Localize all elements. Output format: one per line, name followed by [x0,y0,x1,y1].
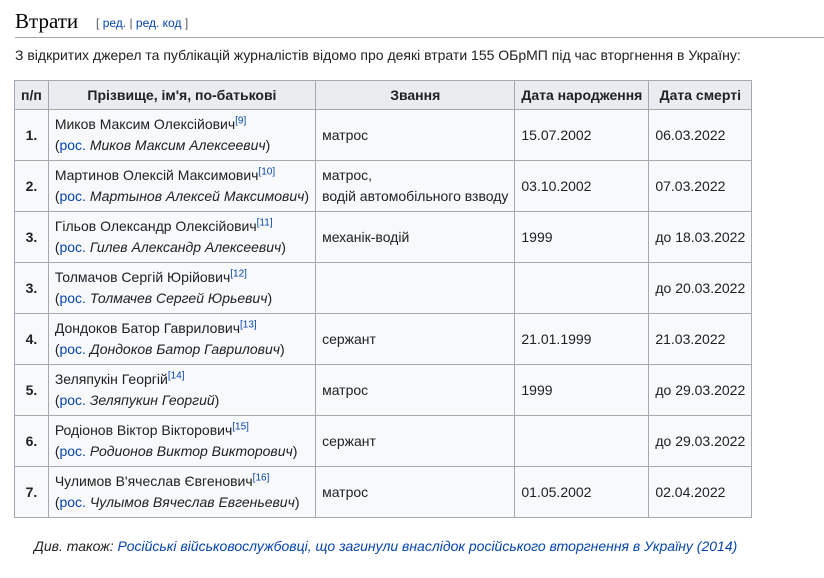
rus-language-link[interactable]: рос. [59,392,86,408]
russian-name: Миков Максим Алексеевич [89,137,266,153]
person-name: Толмачов Сергій Юрійович [54,269,231,285]
col-header-birth-date: Дата народження [515,81,649,110]
russian-name: Чулымов Вячеслав Евгеньевич [89,494,295,510]
rus-open-paren: ( [54,290,60,306]
reference-link[interactable]: [10] [258,166,276,178]
row-number: 2. [15,161,49,212]
person-name: Чулимов В'ячеслав Євгенович [54,473,253,489]
edit-bracket-open: [ [96,16,100,30]
reference-link[interactable]: [14] [167,370,185,382]
reference-link[interactable]: [15] [232,421,249,433]
birth-date-cell: 01.05.2002 [515,467,649,518]
death-date-cell: 02.04.2022 [649,467,752,518]
rank-text: матрос, [322,167,373,183]
edit-code-link[interactable]: ред. код [135,16,182,30]
rank-cell [316,416,515,467]
rank-text: матрос [322,126,369,143]
rank-text: сержант [322,330,376,347]
rus-close-paren: ) [294,494,300,510]
name-cell [48,365,315,416]
table-row [15,314,752,365]
rus-close-paren: ) [281,239,286,255]
rus-close-paren: ) [265,137,271,153]
reference-link[interactable]: [9] [235,115,247,127]
birth-date-cell [515,416,649,467]
rus-close-paren: ) [280,341,285,357]
death-date-cell: до 29.03.2022 [649,416,752,467]
rank-text-detail: водій автомобільного взводу [322,188,509,204]
section-heading [15,8,824,38]
birth-date-cell: 1999 [515,365,649,416]
death-date-cell: 06.03.2022 [649,110,752,161]
losses-table [14,80,752,518]
rus-language-link[interactable]: рос. [59,239,86,255]
reference-link[interactable]: [12] [230,268,247,280]
table-row [15,365,752,416]
rank-text: матрос [322,381,369,398]
reference-link[interactable]: [11] [256,217,273,229]
birth-date-cell: 15.07.2002 [515,110,649,161]
person-name: Дондоков Батор Гаврилович [54,320,240,336]
row-number: 5. [15,365,49,416]
edit-section-links [96,16,188,30]
rus-close-paren: ) [214,392,220,408]
rank-cell [316,467,515,518]
table-row [15,263,752,314]
table-row [15,212,752,263]
edit-separator: | [129,16,133,30]
rank-cell [316,161,515,212]
rus-open-paren: ( [54,188,60,204]
row-number: 1. [15,110,49,161]
birth-date-cell [515,263,649,314]
name-cell [48,467,315,518]
rus-language-link[interactable]: рос. [59,137,86,153]
row-number: 4. [15,314,49,365]
russian-name: Родионов Виктор Викторович [89,443,293,459]
person-name: Родіонов Віктор Вікторович [54,422,233,438]
col-header-name: Прізвище, ім'я, по-батькові [48,81,315,110]
intro-paragraph: З відкритих джерел та публікацій журналістів відомо про деякі втрати 155 ОБрМП під час вторгнення в Україну: [15,47,741,63]
death-date-cell: до 29.03.2022 [649,365,752,416]
death-date-cell: до 18.03.2022 [649,212,752,263]
table-row [15,467,752,518]
birth-date-cell: 1999 [515,212,649,263]
person-name: Мартинов Олексій Максимович [54,167,259,183]
name-cell [48,212,315,263]
name-cell [48,263,315,314]
name-cell [48,110,315,161]
death-date-cell: 21.03.2022 [649,314,752,365]
col-header-death-date: Дата смерті [649,81,752,110]
russian-name: Мартынов Алексей Максимович [89,188,305,204]
table-row [15,161,752,212]
birth-date-cell: 21.01.1999 [515,314,649,365]
row-number: 3. [15,263,49,314]
edit-bracket-close: ] [184,16,189,30]
rank-text: матрос [322,483,369,500]
see-also-note [34,538,737,554]
russian-name: Дондоков Батор Гаврилович [89,341,281,357]
reference-link[interactable]: [16] [252,472,270,484]
reference-link[interactable]: [13] [240,319,257,331]
rus-language-link[interactable]: рос. [59,494,86,510]
rus-close-paren: ) [304,188,310,204]
rus-close-paren: ) [292,443,298,459]
rus-open-paren: ( [54,341,60,357]
death-date-cell: 07.03.2022 [649,161,752,212]
rank-text: механік-водій [322,228,410,245]
row-number: 3. [15,212,49,263]
rus-open-paren: ( [54,137,60,153]
name-cell [48,416,315,467]
section-title: Втрати [15,9,79,33]
col-header-number: п/п [15,81,49,110]
rank-cell [316,365,515,416]
rank-cell [316,263,515,314]
table-row [15,110,752,161]
russian-name: Гилев Александр Алексеевич [89,239,282,255]
rus-close-paren: ) [267,290,273,306]
person-name: Гільов Олександр Олексійович [54,218,257,234]
rus-open-paren: ( [54,494,60,510]
rank-cell [316,212,515,263]
person-name: Зеляпукін Георгій [54,371,168,387]
person-name: Миков Максим Олексійович [54,116,236,132]
edit-link[interactable]: ред. [102,16,127,30]
death-date-cell: до 20.03.2022 [649,263,752,314]
rus-language-link[interactable]: рос. [59,188,86,204]
rus-open-paren: ( [54,443,60,459]
rus-open-paren: ( [54,239,60,255]
birth-date-cell: 03.10.2002 [515,161,649,212]
russian-name: Толмачев Сергей Юрьевич [89,290,268,306]
table-header-row [15,81,752,110]
rank-text: сержант [322,432,376,449]
see-also-link[interactable]: Російські військовослужбовці, що загинули внаслідок російського вторгнення в Україну (2014) [117,538,738,554]
see-also-prefix: Див. також: [34,538,118,554]
russian-name: Зеляпукин Георгий [89,392,215,408]
name-cell [48,314,315,365]
rus-language-link[interactable]: рос. [59,290,86,306]
table-row [15,416,752,467]
rus-open-paren: ( [54,392,60,408]
row-number: 6. [15,416,49,467]
rank-cell [316,314,515,365]
row-number: 7. [15,467,49,518]
rank-cell [316,110,515,161]
rus-language-link[interactable]: рос. [59,341,86,357]
name-cell [48,161,315,212]
rus-language-link[interactable]: рос. [59,443,86,459]
col-header-rank: Звання [316,81,515,110]
